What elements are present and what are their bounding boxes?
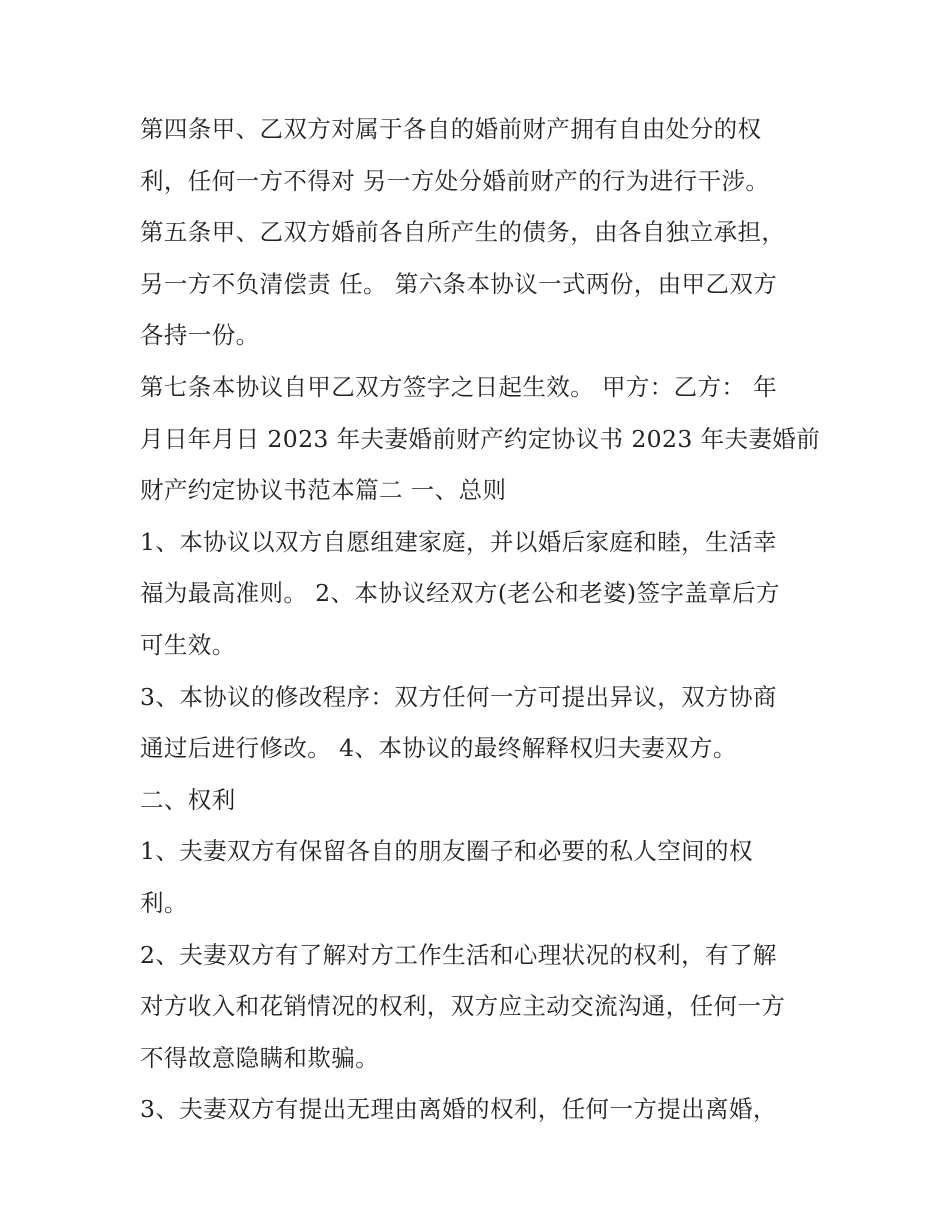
paragraph-rights-3: [140, 1084, 830, 1136]
text-line: 可生效。: [140, 630, 236, 659]
text-line: 3、本协议的修改程序：双方任何一方可提出异议，双方协商: [140, 682, 777, 711]
paragraph-general-1-2: [140, 517, 830, 672]
paragraph-article-4: [140, 104, 830, 207]
text-line: 第五条甲、乙双方婚前各自所产生的债务，由各自独立承担，: [140, 218, 786, 247]
text-line: 3、夫妻双方有提出无理由离婚的权利，任何一方提出离婚，: [140, 1095, 777, 1124]
text-line: 另一方不负清偿责 任。 第六条本协议一式两份，由甲乙双方: [140, 269, 778, 298]
text-line: 第四条甲、乙双方对属于各自的婚前财产拥有自由处分的权: [140, 115, 762, 143]
text-line: 1、本协议以双方自愿组建家庭，并以婚后家庭和睦，生活幸: [140, 527, 777, 556]
text-line: 通过后进行修改。 4、本协议的最终解释权归夫妻双方。: [140, 734, 737, 763]
text-line: 对方收入和花销情况的权利，双方应主动交流沟通，任何一方: [140, 992, 786, 1021]
paragraph-rights-2: [140, 930, 830, 1085]
section-heading-rights: [140, 775, 830, 827]
text-line: 二、权利: [140, 785, 236, 814]
paragraph-article-5-6: [140, 207, 830, 362]
paragraph-general-3-4: [140, 672, 830, 775]
text-line: 月日年月日 2023 年夫妻婚前财产约定协议书 2023 年夫妻婚前: [140, 424, 821, 453]
text-line: 财产约定协议书范本篇二 一、总则: [140, 476, 507, 505]
text-line: 福为最高准则。 2、本协议经双方(老公和老婆)签字盖章后方: [140, 579, 780, 608]
text-line: 1、夫妻双方有保留各自的朋友圈子和必要的私人空间的权: [140, 837, 753, 866]
text-line: 利，任何一方不得对 另一方处分婚前财产的行为进行干涉。: [140, 166, 770, 195]
paragraph-rights-1: [140, 826, 830, 929]
text-line: 第七条本协议自甲乙双方签字之日起生效。 甲方：乙方： 年: [140, 372, 778, 401]
text-line: 各持一份。: [140, 321, 260, 350]
text-line: 利。: [140, 888, 188, 917]
text-line: 2、夫妻双方有了解对方工作生活和心理状况的权利，有了解: [140, 940, 777, 969]
text-line: 不得故意隐瞒和欺骗。: [140, 1043, 379, 1072]
document-body: [140, 104, 830, 1136]
paragraph-article-7: [140, 362, 830, 517]
